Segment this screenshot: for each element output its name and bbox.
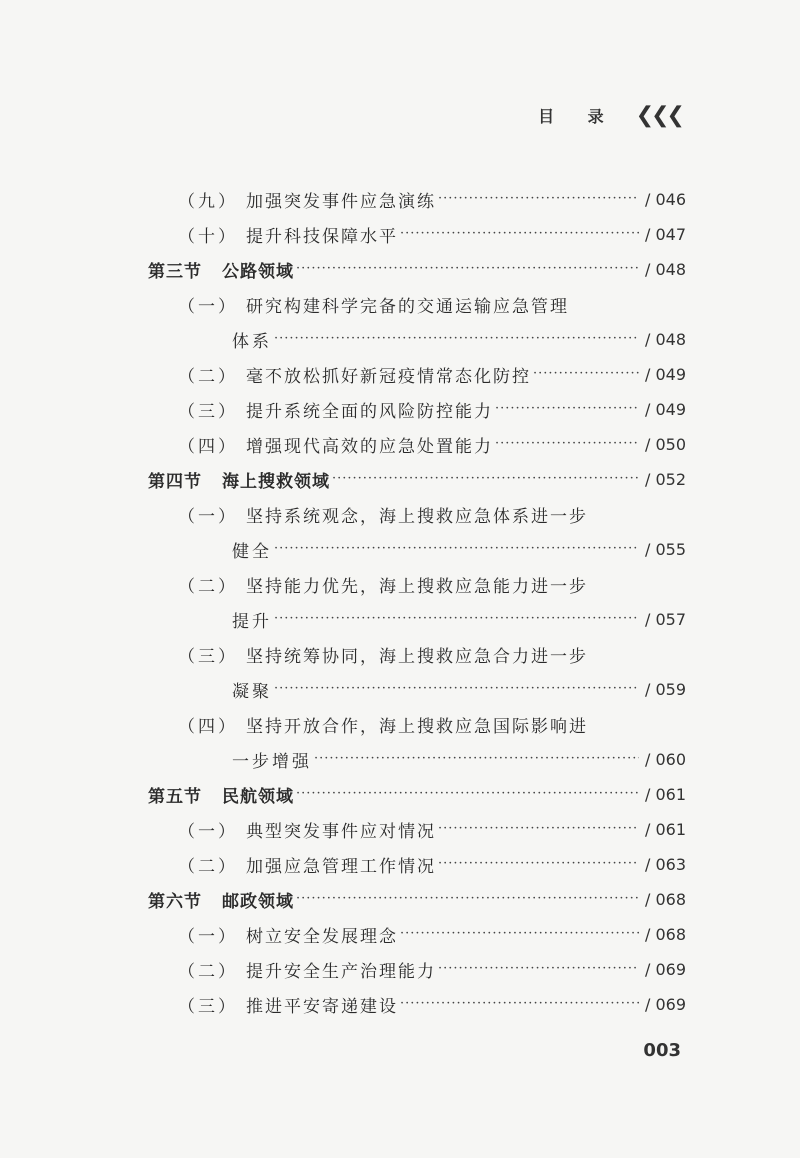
toc-entry[interactable] [178, 182, 686, 216]
entry-title: 坚持开放合作，海上搜救应急国际影响进 [246, 716, 588, 737]
entry-page: / 048 [644, 259, 686, 279]
entry-page: / 061 [644, 784, 686, 804]
leader-dots [438, 182, 639, 216]
entry-title: 坚持系统观念，海上搜救应急体系进一步 [246, 506, 588, 527]
entry-title: 坚持能力优先，海上搜救应急能力进一步 [246, 576, 588, 597]
entry-page: / 049 [644, 364, 686, 384]
entry-title: 加强应急管理工作情况 [246, 856, 436, 877]
leader-dots [314, 742, 639, 776]
entry-title: 树立安全发展理念 [246, 926, 398, 947]
entry-number: （二） [178, 366, 238, 387]
entry-number: （一） [178, 506, 238, 527]
entry-number: （三） [178, 401, 238, 422]
toc-entry[interactable] [178, 217, 686, 251]
toc-entry[interactable] [178, 357, 686, 391]
leader-dots [495, 392, 639, 426]
toc-section-entry[interactable] [148, 252, 686, 286]
toc-section-entry[interactable] [148, 462, 686, 496]
entry-title: 毫不放松抓好新冠疫情常态化防控 [246, 366, 531, 387]
entry-number: （一） [178, 821, 238, 842]
entry-title: 加强突发事件应急演练 [246, 191, 436, 212]
section-title: 公路领域 [222, 261, 294, 282]
section-title: 邮政领域 [222, 891, 294, 912]
entry-page: / 049 [644, 399, 686, 419]
entry-title: 提升系统全面的风险防控能力 [246, 401, 493, 422]
entry-number: （三） [178, 996, 238, 1017]
toc-entry[interactable] [178, 567, 686, 601]
entry-title: 典型突发事件应对情况 [246, 821, 436, 842]
entry-title: 研究构建科学完备的交通运输应急管理 [246, 296, 569, 317]
toc-entry[interactable] [178, 952, 686, 986]
leader-dots [296, 882, 639, 916]
toc-entry-continuation[interactable] [232, 602, 686, 636]
running-header [538, 103, 682, 128]
toc-entry[interactable] [178, 497, 686, 531]
toc-entry-continuation[interactable] [232, 322, 686, 356]
entry-page: / 069 [644, 994, 686, 1014]
toc-entry-continuation[interactable] [232, 742, 686, 776]
section-number: 第六节 [148, 891, 202, 912]
toc-entry[interactable] [178, 392, 686, 426]
entry-page: / 047 [644, 224, 686, 244]
entry-title-continuation: 提升 [232, 611, 272, 632]
toc-entry-continuation[interactable] [232, 532, 686, 566]
entry-title-continuation: 凝聚 [232, 681, 272, 702]
leader-dots [332, 462, 639, 496]
entry-title-continuation: 体系 [232, 331, 272, 352]
toc-entry[interactable] [178, 917, 686, 951]
entry-title: 推进平安寄递建设 [246, 996, 398, 1017]
entry-title: 提升安全生产治理能力 [246, 961, 436, 982]
entry-title: 增强现代高效的应急处置能力 [246, 436, 493, 457]
entry-page: / 061 [644, 819, 686, 839]
section-title: 民航领域 [222, 786, 294, 807]
toc-entry[interactable] [178, 427, 686, 461]
toc-entry[interactable] [178, 812, 686, 846]
entry-number: （二） [178, 961, 238, 982]
leader-dots [438, 812, 639, 846]
toc-entry[interactable] [178, 287, 686, 321]
chevrons-left-icon: ❮❮❮ [635, 103, 682, 128]
entry-number: （一） [178, 296, 238, 317]
leader-dots [400, 917, 639, 951]
entry-number: （四） [178, 716, 238, 737]
leader-dots [274, 322, 639, 356]
toc-entry[interactable] [178, 987, 686, 1021]
page-number: 003 [643, 1040, 681, 1061]
entry-number: （三） [178, 646, 238, 667]
entry-page: / 057 [644, 609, 686, 629]
entry-title: 坚持统筹协同，海上搜救应急合力进一步 [246, 646, 588, 667]
entry-page: / 046 [644, 189, 686, 209]
entry-number: （二） [178, 576, 238, 597]
entry-page: / 069 [644, 959, 686, 979]
entry-number: （二） [178, 856, 238, 877]
toc-section-entry[interactable] [148, 882, 686, 916]
toc-section-entry[interactable] [148, 777, 686, 811]
toc-entry[interactable] [178, 637, 686, 671]
entry-page: / 050 [644, 434, 686, 454]
entry-number: （九） [178, 191, 238, 212]
toc-entry[interactable] [178, 707, 686, 741]
leader-dots [274, 672, 639, 706]
entry-page: / 068 [644, 924, 686, 944]
entry-title-continuation: 一步增强 [232, 751, 312, 772]
leader-dots [274, 602, 639, 636]
toc-entry-continuation[interactable] [232, 672, 686, 706]
section-number: 第五节 [148, 786, 202, 807]
entry-title: 提升科技保障水平 [246, 226, 398, 247]
section-number: 第四节 [148, 471, 202, 492]
leader-dots [438, 847, 639, 881]
leader-dots [400, 987, 639, 1021]
section-title: 海上搜救领域 [222, 471, 330, 492]
entry-page: / 059 [644, 679, 686, 699]
leader-dots [296, 777, 639, 811]
leader-dots [274, 532, 639, 566]
entry-page: / 063 [644, 854, 686, 874]
entry-page: / 048 [644, 329, 686, 349]
entry-page: / 060 [644, 749, 686, 769]
leader-dots [533, 357, 639, 391]
running-header-title: 目 录 [538, 107, 618, 126]
entry-page: / 052 [644, 469, 686, 489]
leader-dots [438, 952, 639, 986]
entry-page: / 055 [644, 539, 686, 559]
entry-page: / 068 [644, 889, 686, 909]
entry-number: （一） [178, 926, 238, 947]
toc-entry[interactable] [178, 847, 686, 881]
section-number: 第三节 [148, 261, 202, 282]
entry-title-continuation: 健全 [232, 541, 272, 562]
leader-dots [495, 427, 639, 461]
leader-dots [400, 217, 639, 251]
entry-number: （十） [178, 226, 238, 247]
entry-number: （四） [178, 436, 238, 457]
leader-dots [296, 252, 639, 286]
